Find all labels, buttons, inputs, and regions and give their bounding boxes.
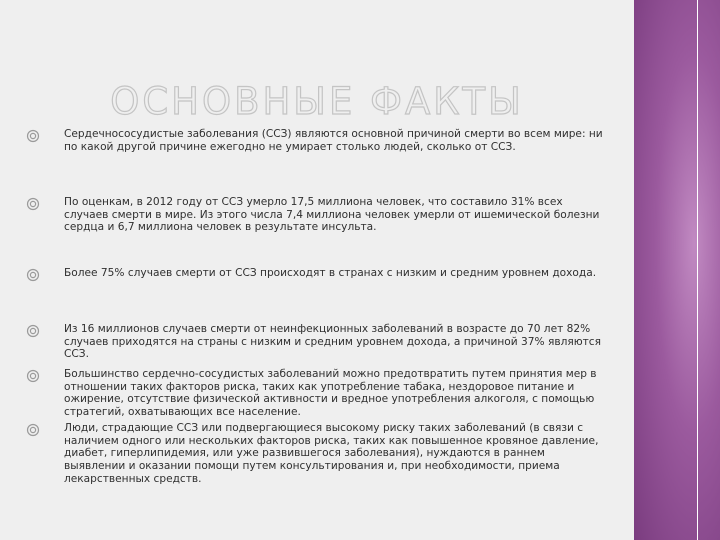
target-bullet-icon	[26, 197, 40, 211]
target-bullet-icon	[26, 423, 40, 437]
slide-title: ОСНОВНЫЕ ФАКТЫ	[110, 80, 524, 123]
fact-item	[26, 128, 606, 153]
target-bullet-icon	[26, 324, 40, 338]
fact-item	[26, 196, 606, 234]
purple-side-band	[634, 0, 720, 540]
fact-item	[26, 323, 606, 361]
fact-text: Сердечнососудистые заболевания (ССЗ) являются основной причиной смерти во всем мире: ни по какой другой причине ежегодно не умирает столько людей, сколько от ССЗ.	[64, 128, 603, 153]
target-bullet-icon	[26, 129, 40, 143]
fact-text: Более 75% случаев смерти от ССЗ происходят в странах с низким и средним уровнем дохода.	[64, 267, 597, 279]
fact-text: По оценкам, в 2012 году от ССЗ умерло 17,5 миллиона человек, что составило 31% всех случаев смерти в мире. Из этого числа 7,4 миллиона человек умерли от ишемической болезни сердца и 6,7 миллиона человек в результате инсульта.	[64, 196, 600, 234]
fact-text: Из 16 миллионов случаев смерти от неинфекционных заболеваний в возрасте до 70 лет 82% случаев приходятся на страны с низким и средним уровнем дохода, а причиной 37% являются ССЗ.	[64, 323, 602, 361]
target-bullet-icon	[26, 369, 40, 383]
vertical-divider-line	[697, 0, 698, 540]
fact-item	[26, 422, 606, 486]
fact-text: Люди, страдающие ССЗ или подвергающиеся высокому риску таких заболеваний (в связи с наличием одного или нескольких факторов риска, таких как повышенное кровяное давление, диабет, гиперлипидемия, или уже развившегося заболевания), нуждаются в раннем выявлении и оказании помощи путем консультирования и, при необходимости, приема лекарственных средств.	[64, 422, 599, 485]
target-bullet-icon	[26, 268, 40, 282]
fact-item	[26, 368, 606, 419]
fact-text: Большинство сердечно-сосудистых заболеваний можно предотвратить путем принятия мер в отношении таких факторов риска, таких как употребление табака, нездоровое питание и ожирение, отсутствие физической активности и вредное употребления алкоголя, с помощью стратегий, охватывающих все население.	[64, 368, 597, 419]
fact-item	[26, 267, 606, 282]
